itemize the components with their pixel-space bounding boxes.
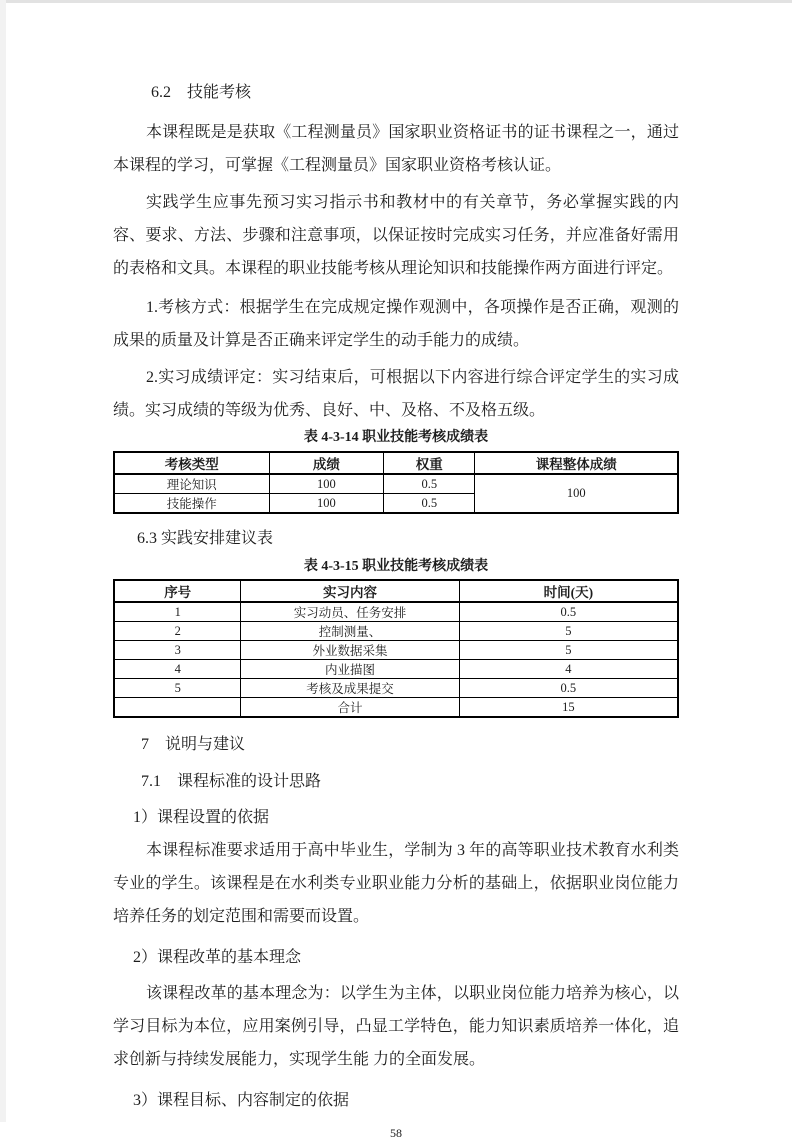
table2-header-number: 序号 (114, 580, 241, 602)
table-cell: 5 (114, 679, 241, 698)
table-row (114, 679, 678, 698)
scan-edge-left (0, 0, 6, 1122)
paragraph-course-basis: 本课程标准要求适用于高中毕业生，学制为 3 年的高等职业技术教育水利类专业的学生。该课程是在水利类专业职业能力分析的基础上，依据职业岗位能力培养任务的划定范围和需要而设置。 (113, 842, 679, 925)
table-4-3-14-caption: 表 4-3-14 职业技能考核成绩表 (303, 430, 489, 445)
table-cell: 内业描图 (241, 660, 459, 679)
table-row (114, 474, 678, 494)
table2-header-row (114, 580, 678, 602)
table-cell: 5 (459, 641, 678, 660)
heading-7: 7 说明与建议 (141, 736, 246, 753)
table2-header-content: 实习内容 (241, 580, 459, 602)
heading-6-2: 6.2 技能考核 (151, 84, 252, 101)
table-cell: 5 (459, 622, 678, 641)
table-cell: 100 (269, 474, 383, 494)
table-cell: 0.5 (384, 474, 475, 494)
table-cell: 实习动员、任务安排 (241, 602, 459, 622)
table-4-3-15 (113, 579, 679, 718)
table-cell-total-value: 15 (459, 698, 678, 718)
table-row-total (114, 698, 678, 718)
table-cell: 控制测量、 (241, 622, 459, 641)
table-4-3-14 (113, 451, 679, 514)
table1-header-row (114, 452, 678, 474)
table-cell: 0.5 (384, 494, 475, 514)
document-page (113, 0, 679, 1141)
table-4-3-15-caption: 表 4-3-15 职业技能考核成绩表 (303, 559, 489, 574)
table1-overall-score-cell: 100 (475, 474, 678, 513)
heading-item-3: 3）课程目标、内容制定的依据 (133, 1092, 350, 1109)
table-cell: 考核及成果提交 (241, 679, 459, 698)
table-row (114, 602, 678, 622)
table-row (114, 660, 678, 679)
heading-item-1: 1）课程设置的依据 (133, 809, 270, 826)
heading-item-2: 2）课程改革的基本理念 (133, 949, 302, 966)
paragraph-practice-grading: 2.实习成绩评定：实习结束后，可根据以下内容进行综合评定学生的实习成绩。实习成绩的等级为优秀、良好、中、及格、不及格五级。 (113, 369, 679, 419)
heading-6-3: 6.3 实践安排建议表 (137, 530, 274, 547)
paragraph-reform-concept: 该课程改革的基本理念为：以学生为主体，以职业岗位能力培养为核心，以学习目标为本位，应用案例引导，凸显工学特色，能力知识素质培养一体化，追求创新与持续发展能力，实现学生能 力的全面发展。 (113, 985, 679, 1068)
table-cell (114, 698, 241, 718)
table-cell: 技能操作 (114, 494, 269, 514)
page-number: 58 (390, 1126, 402, 1140)
table-cell: 外业数据采集 (241, 641, 459, 660)
paragraph-assessment-method: 1.考核方式：根据学生在完成规定操作观测中，各项操作是否正确，观测的成果的质量及计算是否正确来评定学生的动手能力的成绩。 (113, 299, 679, 349)
table-cell: 理论知识 (114, 474, 269, 494)
table-cell: 2 (114, 622, 241, 641)
table-cell: 0.5 (459, 602, 678, 622)
table-row (114, 641, 678, 660)
table1-header-score: 成绩 (269, 452, 383, 474)
table-cell: 100 (269, 494, 383, 514)
table1-header-weight: 权重 (384, 452, 475, 474)
table1-header-overall: 课程整体成绩 (475, 452, 678, 474)
table2-header-time: 时间(天) (459, 580, 678, 602)
table-row (114, 622, 678, 641)
heading-7-1: 7.1 课程标准的设计思路 (141, 773, 322, 790)
table-cell: 4 (459, 660, 678, 679)
table-cell: 4 (114, 660, 241, 679)
paragraph-practice-preparation: 实践学生应事先预习实习指示书和教材中的有关章节，务必掌握实践的内容、要求、方法、步骤和注意事项，以保证按时完成实习任务，并应准备好需用的表格和文具。本课程的职业技能考核从理论知识和技能操作两方面进行评定。 (113, 194, 679, 277)
table-cell: 1 (114, 602, 241, 622)
paragraph-course-certificate: 本课程既是是获取《工程测量员》国家职业资格证书的证书课程之一，通过本课程的学习，可掌握《工程测量员》国家职业资格考核认证。 (113, 124, 679, 174)
table1-header-exam-type: 考核类型 (114, 452, 269, 474)
table-cell-total-label: 合计 (241, 698, 459, 718)
table-cell: 0.5 (459, 679, 678, 698)
table-cell: 3 (114, 641, 241, 660)
